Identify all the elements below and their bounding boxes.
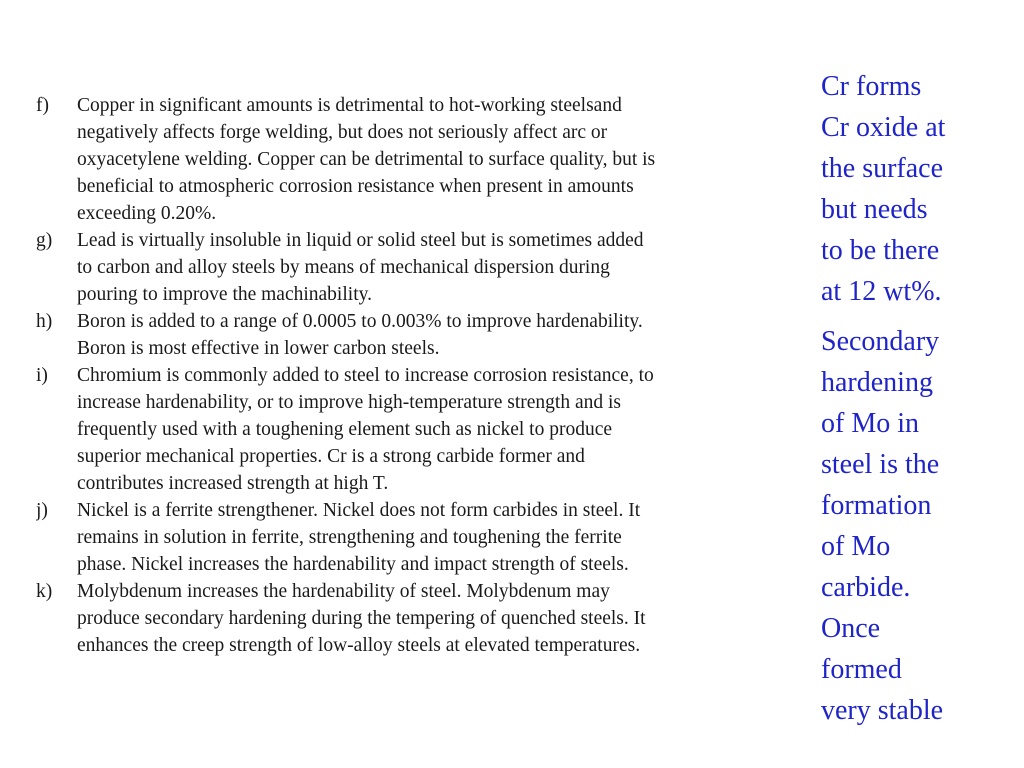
item-letter: f) [36, 95, 49, 116]
text-line: Boron is added to a range of 0.0005 to 0.003% to improve hardenability. [77, 311, 643, 332]
item-text [77, 497, 781, 578]
note-line: Secondary [821, 326, 940, 357]
text-line: beneficial to atmospheric corrosion resistance when present in amounts [77, 176, 634, 197]
list-item-k [36, 578, 781, 659]
note-spacer [821, 312, 1021, 321]
note-line: to be there [821, 235, 940, 266]
note-line: hardening [821, 367, 933, 398]
text-line: increase hardenability, or to improve high-temperature strength and is [77, 392, 622, 413]
text-line: Lead is virtually insoluble in liquid or solid steel but is sometimes added [77, 230, 644, 251]
note-line: carbide. [821, 572, 911, 603]
item-text [77, 227, 781, 308]
text-line: Molybdenum increases the hardenability of steel. Molybdenum may [77, 581, 610, 602]
note-line: but needs [821, 194, 928, 225]
text-line: remains in solution in ferrite, strengthening and toughening the ferrite [77, 527, 622, 548]
text-line: Nickel is a ferrite strengthener. Nickel does not form carbides in steel. It [77, 500, 641, 521]
scanned-text-excerpt [36, 92, 781, 670]
note-line: Cr oxide at [821, 112, 946, 143]
text-line: superior mechanical properties. Cr is a strong carbide former and [77, 446, 585, 467]
note-line: Cr forms [821, 71, 922, 102]
note-line: steel is the [821, 449, 940, 480]
text-line: negatively affects forge welding, but does not seriously affect arc or [77, 122, 608, 143]
item-letter: h) [36, 311, 53, 332]
note-molybdenum [821, 321, 1021, 731]
item-text [77, 362, 781, 497]
item-letter: j) [36, 500, 48, 521]
text-line: Copper in significant amounts is detrimental to hot-working steelsand [77, 95, 622, 116]
note-line: very stable [821, 695, 944, 726]
text-line: Boron is most effective in lower carbon steels. [77, 338, 440, 359]
text-line: pouring to improve the machinability. [77, 284, 372, 305]
note-chromium [821, 66, 1021, 312]
text-line: phase. Nickel increases the hardenability and impact strength of steels. [77, 554, 629, 575]
text-line: to carbon and alloy steels by means of mechanical dispersion during [77, 257, 610, 278]
note-line: Once [821, 613, 881, 644]
note-line: at 12 wt%. [821, 276, 942, 307]
item-text [77, 308, 781, 362]
item-letter: i) [36, 365, 48, 386]
text-line: enhances the creep strength of low-alloy steels at elevated temperatures. [77, 635, 641, 656]
list-item-i [36, 362, 781, 497]
item-text [77, 578, 781, 659]
text-line: exceeding 0.20%. [77, 203, 217, 224]
list-item-j [36, 497, 781, 578]
note-line: the surface [821, 153, 944, 184]
item-letter: g) [36, 230, 53, 251]
text-line: Chromium is commonly added to steel to increase corrosion resistance, to [77, 365, 654, 386]
list-item-f [36, 92, 781, 227]
note-line: formed [821, 654, 902, 685]
note-line: formation [821, 490, 932, 521]
item-text [77, 92, 781, 227]
list-item-h [36, 308, 781, 362]
list-item-g [36, 227, 781, 308]
text-line: produce secondary hardening during the tempering of quenched steels. It [77, 608, 646, 629]
text-line: contributes increased strength at high T. [77, 473, 389, 494]
item-letter: k) [36, 581, 53, 602]
text-line: oxyacetylene welding. Copper can be detrimental to surface quality, but is [77, 149, 656, 170]
side-notes [821, 66, 1021, 731]
note-line: of Mo in [821, 408, 919, 439]
text-line: frequently used with a toughening element such as nickel to produce [77, 419, 613, 440]
note-line: of Mo [821, 531, 891, 562]
